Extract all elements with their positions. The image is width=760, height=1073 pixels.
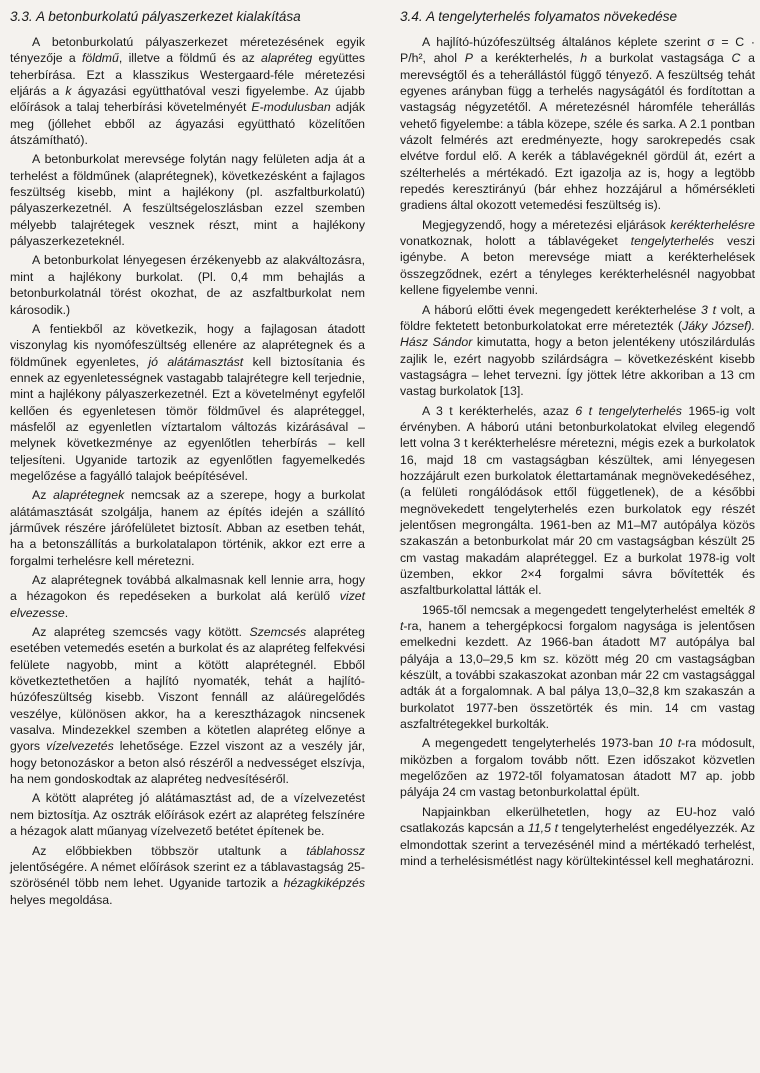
- body-text: Az alapréteg szemcsés vagy kötött.: [32, 625, 250, 640]
- emphasis-text: k: [65, 84, 72, 99]
- body-text: lehetősége. Ezzel viszont az a veszély jár, hogy betonozáskor a beton alsó részéről a nedvességet elszívja, ha nem gondoskodtak az alapréteg nedvesítéséről.: [10, 739, 365, 787]
- emphasis-text: jó alátámasztást: [148, 354, 244, 369]
- emphasis-text: 3 t: [700, 302, 716, 317]
- section-body: [10, 34, 365, 908]
- paragraph: [10, 572, 365, 621]
- body-text: együttes teherbírása. Ezt a klasszikus Westergaard-féle méretezési eljárás a: [10, 51, 366, 99]
- body-text: kimutatta, hogy a beton jelentékeny utószilárdulás zajlik le, ezért nagyobb szilárdságra – következésként kisebb vastagságra – lehet tervezni. Így jöttek létre akkoriban a 13 cm vastag burkolatok [13].: [400, 335, 755, 399]
- emphasis-text: földmű: [81, 51, 119, 66]
- body-text: veszi igénybe. A beton merevsége miatt a kerékterhelések összegződnek, ezért a tényleges kerékterhelésnél nagyobbat kellene figyelembe venni.: [400, 234, 755, 298]
- body-text: A betonburkolat lényegesen érzékenyebb az alakváltozásra, mint a hajlékony burkolat. (Pl. 0,4 mm behajlás a betonburkolatnál törést okozhat, de az aszfaltburkolat nem károsodik.): [10, 253, 365, 317]
- body-text: adják meg (jóllehet ebből az ágyazási együttható közelítően átszámítható).: [10, 100, 365, 148]
- body-text: A kötött alapréteg jó alátámasztást ad, de a vízelvezetést nem biztosítja. Az osztrák előírások ezért az alapréteg felszínére a hézagok alatt műanyag vízelvezető betétet építenek be.: [10, 791, 365, 839]
- body-text: 1965-től nemcsak a megengedett tengelyterhelést emelték: [422, 602, 749, 617]
- body-text: A hajlító-húzófeszültség általános képlete szerint σ = C · P/h², ahol: [400, 35, 755, 66]
- section-body: [400, 34, 755, 869]
- section-title-3-4: 3.4. A tengelyterhelés folyamatos növekedése: [400, 9, 678, 24]
- body-text: , illetve a földmű és az: [118, 51, 261, 66]
- emphasis-text: 11,5 t: [527, 821, 559, 836]
- paragraph: [10, 151, 365, 249]
- body-text: -ra, hanem a tehergépkocsi forgalom nagysága is jelentősen emelkedni kezdett. Az 1966-ban átadott M7 autópálya bal pályája a 13,0–29,5 km sz. között még 20 cm vastagságban készült, a további szakaszokat azonban már 22 cm vastagsággal adták át a forgalomnak. A bal pálya 13,0–32,8 km szakaszán a burkolatot 1977-ben összetörték és min. 14 cm vastag aszfaltrétegekkel burkolták.: [400, 619, 755, 732]
- body-text: tengelyterhelést engedélyezzék. Az elmondottak szerint a tervezésénél mind a mértékadó terhelést, mind a terhelésismétlést nagy körültekintéssel kell meghatározni.: [400, 821, 755, 868]
- body-text: a burkolat vastagsága: [587, 51, 732, 66]
- paragraph: [10, 34, 365, 148]
- body-text: A betonburkolatú pályaszerkezet méretezésének egyik tényezője a: [10, 35, 365, 66]
- emphasis-text: C: [731, 51, 741, 66]
- paragraph: [10, 624, 365, 787]
- body-text: kell biztosítania és ennek az egyenletességnek vastagabb talajrétegre kell terjednie, mint a hajlékony pályaszerkezetnél. Ezt a követelményt egyfelől kellően és egyenletesen tömör földművel és alapréteggel, másfelől az egyenletlen víztartalom változás kizárásával – melynek következménye az egyenlőtlen teherbírás – kell teljesíteni. Ugyanide tartozik az egyenlőtlen fagyemelkedés megelőzése a fagyálló talajok beépítésével.: [10, 354, 365, 483]
- body-text: helyes megoldása.: [10, 892, 113, 907]
- body-text: A fentiekből az következik, hogy a fajlagosan átadott viszonylag kis nyomófeszültség ellenére az alaprétegnek és a földműnek egyenletes,: [10, 321, 365, 369]
- paragraph: [10, 843, 365, 908]
- body-text: A 3 t kerékterhelés, azaz: [422, 403, 576, 418]
- body-text: a merevségtől és a teherállástól függő tényező. A feszültség tehát egyenes arányban függ a terhelés nagyságától és fordítottan a vastagság négyzetétől. A méretezésnél háromféle teherállás vehető figyelembe: a tábla közepe, széle és sarka. A 2.1 pontban vázolt felmérés azt eredményezte, hogy sarokrepedés csak elvétve fordul elő. A kerék a táblavégeknél gördül át, ezért a szélterhelés a mértékadó. Ezt igazolja az is, hogy a legtöbb repedés keresztirányú (bár ehhez hozzájárul a hőmérsékleti gradiens által okozott vetemedési feszültség is).: [400, 51, 755, 213]
- body-text: volt, a földre fektetett betonburkolatokat erre méretezték (: [400, 302, 755, 333]
- emphasis-text: hézagkiképzés: [283, 876, 365, 891]
- paragraph: [400, 602, 755, 733]
- body-text: jelentőségére. A német előírások szerint ez a táblavastagság 25-szörösénél több nem lehet. Ugyanide tartozik a: [10, 859, 365, 891]
- body-text: Az előbbiekben többször utaltunk a: [32, 843, 307, 858]
- paragraph: [400, 34, 755, 214]
- emphasis-text: vizet elvezesse: [10, 589, 365, 620]
- left-column: [10, 8, 365, 911]
- body-text: -ra módosult, miközben a forgalom tovább nőtt. Ezen időszakot közvetlen megelőzően az 1972-től folyamatosan átadott M7 ap. jobb pályája 24 cm vastag betonburkolattal épült.: [400, 736, 755, 800]
- emphasis-text: alapréteg: [260, 51, 313, 66]
- emphasis-text: E-modulusban: [251, 100, 331, 115]
- paragraph: [10, 487, 365, 569]
- emphasis-text: 10 t: [658, 736, 682, 751]
- paragraph: [10, 252, 365, 317]
- paragraph: [400, 217, 755, 299]
- body-text: vonatkoznak, holott a táblavégeket: [400, 234, 631, 249]
- emphasis-text: h: [580, 51, 588, 66]
- body-text: ágyazási együtthatóval veszi figyelembe. Az újabb előírások a talaj teherbírási követelményét: [10, 84, 365, 115]
- paragraph: [10, 321, 365, 484]
- body-text: Az: [32, 488, 54, 503]
- body-text: A betonburkolat merevsége folytán nagy felületen adja át a terhelést a földműnek (alaprétegnek), következésként a fajlagos feszültség kisebb, mint a hajlékony (pl. aszfaltburkolatú) pályaszerkezetnél. A feszültségeloszlásban ezzel szemben mélyebb talajrétegek vesznek részt, mint a hajlékony pályaszerkezeteknél.: [10, 152, 365, 249]
- emphasis-text: P: [464, 51, 473, 66]
- emphasis-text: 6 t tengelyterhelés: [575, 403, 682, 418]
- paragraph: [400, 804, 755, 869]
- body-text: alapréteg esetében vetemedés esetén a burkolat és az alapréteg felfekvési felülete nagyobb, mint a kötött alaprétegnél. Ebből következtethetően a hajlító nyomaték, tehát a hajlító-húzófeszültség kisebb. Viszont fennáll az aláüregelődés veszélye, különösen akkor, ha a keresztházagok nincsenek vasalva. Mindezekkel szemben a kötetlen alapréteg előnye a gyors: [10, 625, 365, 754]
- body-text: .: [64, 605, 69, 620]
- body-text: a kerékterhelés,: [472, 51, 581, 66]
- paragraph: [10, 790, 365, 839]
- body-text: Napjainkban elkerülhetetlen, hogy az EU-hoz való csatlakozás kapcsán a: [400, 804, 755, 836]
- body-text: A háború előtti évek megengedett kerékterhelése: [422, 302, 701, 317]
- body-text: Megjegyzendő, hogy a méretezési eljárások: [422, 217, 671, 232]
- right-column: [400, 8, 755, 872]
- emphasis-text: táblahossz: [306, 843, 365, 858]
- emphasis-text: 8 t: [400, 602, 755, 634]
- body-text: nemcsak az a szerepe, hogy a burkolat alátámasztását szolgálja, hanem az építés idején a szállító járművek részére járófelületet biztosít. Abban az esetben tehát, ha a betonszállítás a burkolatalapon történik, akkor ezt erre a forgalmi terhelésre kell méretezni.: [10, 488, 365, 568]
- paragraph: [400, 735, 755, 800]
- emphasis-text: Jáky József). Hász Sándor: [400, 318, 755, 350]
- paragraph: [400, 403, 755, 599]
- emphasis-text: kerékterhelésre: [670, 217, 755, 232]
- paragraph: [400, 302, 755, 400]
- emphasis-text: tengelyterhelés: [630, 234, 715, 249]
- emphasis-text: vízelvezetés: [46, 739, 114, 754]
- body-text: Az alaprétegnek továbbá alkalmasnak kell lennie arra, hogy a hézagokon és repedéseken a burkolat alá kerülő: [10, 573, 365, 604]
- emphasis-text: alaprétegnek: [53, 488, 125, 503]
- body-text: 1965-ig volt érvényben. A háború utáni betonburkolatokat elvileg elegendő lett volna 3 t kerékterhelésre méretezni, mégis ezek a burkolatok 16, majd 18 cm vastagságban készültek, ami lényegesen hozzájárult ezen burkolatok élettartamának megnövekedéséhez, (a felületi rongálódások ettől függetlenek), de a későbbi megnövekedett tengelyterhelés ezen burkolatok egy részét jelentősen megrongálta. 1961-ben az M1–M7 autópálya közös szakaszán a betonburkolat már 20 cm vastagságban készült 25 cm vastag makadám alapréteggel. Ez a burkolat 1978-ig volt üzemben, ekkor 2×4 forgalmi sávra bővítették és aszfaltburkolattal látták el.: [400, 403, 755, 598]
- emphasis-text: Szemcsés: [249, 625, 307, 640]
- body-text: A megengedett tengelyterhelés 1973-ban: [422, 736, 659, 751]
- section-title-3-3: 3.3. A betonburkolatú pályaszerkezet kialakítása: [10, 9, 301, 24]
